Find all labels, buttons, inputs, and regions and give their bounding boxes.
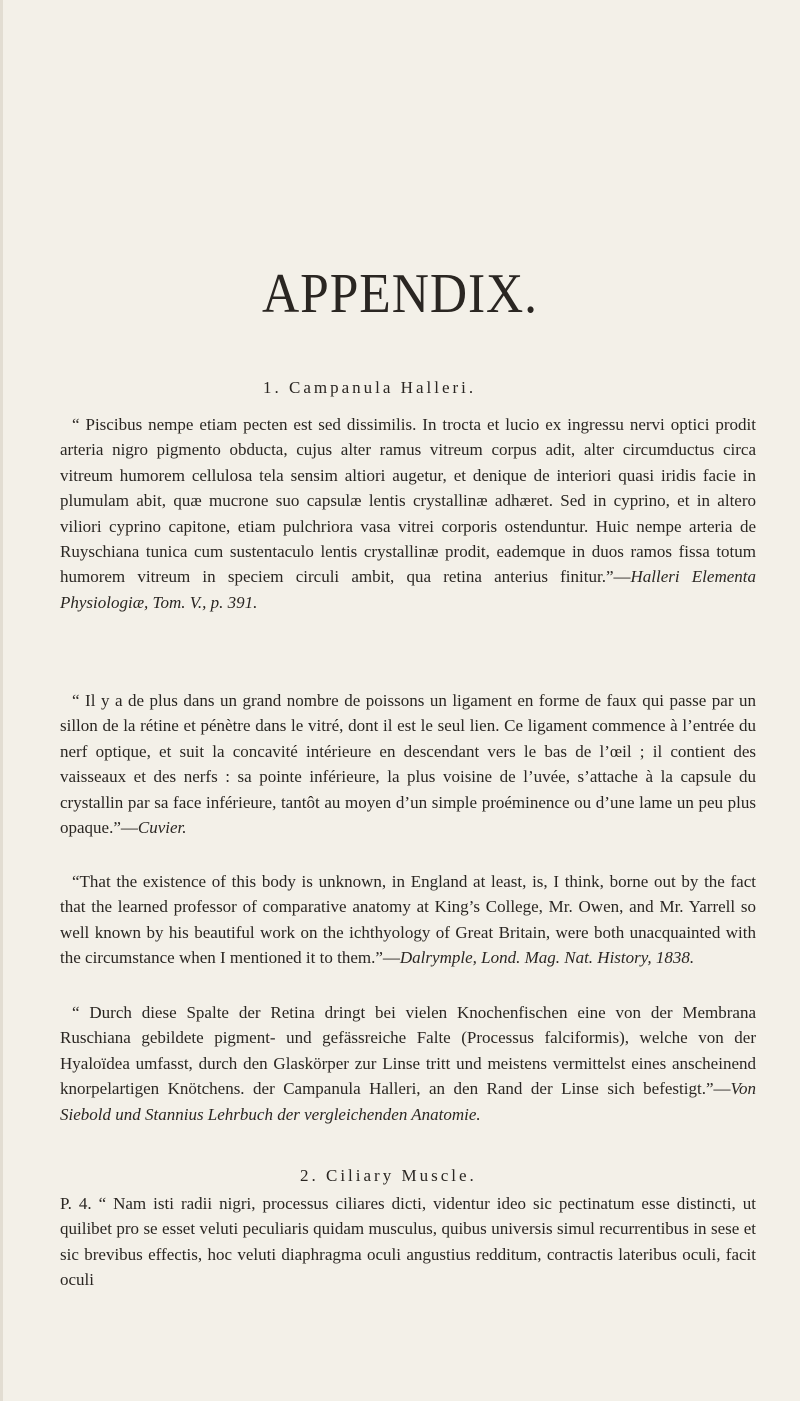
page-edge bbox=[0, 0, 3, 1401]
citation: Von Siebold und Stannius Lehrbuch der vergleichenden Anatomie. bbox=[60, 1079, 756, 1124]
paragraph-text: P. 4. “ Nam isti radii nigri, processus ciliares dicti, videntur ideo sic pectinatum esse distincti, ut quilibet pro se esset veluti peculiaris quidam musculus, quibus universis simul recurrentibus in sese et sic brevibus effectis, hoc veluti diaphragma oculi angustius redditum, contractis lateribus oculi, facit oculi bbox=[60, 1194, 756, 1290]
paragraph-ciliary bbox=[60, 1191, 756, 1293]
paragraph-text: “ Il y a de plus dans un grand nombre de poissons un ligament en forme de faux qui passe par un sillon de la rétine et pénètre dans le vitré, dont il est le seul lien. Ce ligament commence à l’entrée du nerf optique, et suit la concavité intérieure en descendant vers le bas de l’œil ; il contient des vaisseaux et des nerfs : sa pointe inférieure, la plus voisine de l’uvée, s’attache à la capsule du crystallin par sa face inférieure, tantôt au moyen d’un simple proéminence ou d’une lame un peu plus opaque.”— bbox=[60, 691, 756, 838]
citation: Cuvier. bbox=[137, 818, 187, 838]
paragraph-siebold bbox=[60, 1000, 756, 1127]
paragraph-cuvier bbox=[60, 688, 756, 840]
paragraph-dalrymple bbox=[60, 869, 756, 971]
page-title: APPENDIX. bbox=[262, 263, 538, 325]
paragraph-haller bbox=[60, 412, 756, 615]
paragraph-text: “ Durch diese Spalte der Retina dringt bei vielen Knochenfischen eine von der Membrana Ruschiana gebildete pigment- und gefässreiche Falte (Processus falciformis), welche von der Hyaloïdea umfasst, durch den Glaskörper zur Linse tritt und meistens vermittelst eines anscheinend knorpelartigen Knötchens. der Campanula Halleri, an den Rand der Linse sich befestigt.”— bbox=[60, 1003, 756, 1099]
section-heading-ciliary-muscle: 2. Ciliary Muscle. bbox=[300, 1166, 477, 1185]
section-heading-campanula: 1. Campanula Halleri. bbox=[263, 378, 477, 397]
paragraph-text: “ Piscibus nempe etiam pecten est sed dissimilis. In trocta et lucio ex ingressu nervi optici prodit arteria nigro pigmento obducta, cujus alter ramus vitreum corpus adit, alter circumductus circa vitreum humorem cellulosa tela sensim altiori augetur, et denique de interiori quasi iridis facie in plumulam abit, quæ mucrone suo capsulæ lentis crystallinæ adhæret. Sed in cyprino, et in altero viliori cyprino capitone, etiam pulchriora vasa vitrei corporis ostenduntur. Huic nempe arteria de Ruyschiana tunica cum sustentaculo lentis crystallinæ prodit, eademque in duos ramos fissa totum humorem vitreum in speciem circuli ambit, qua retina anterius finitur.”— bbox=[60, 415, 756, 587]
paragraph-text: “That the existence of this body is unknown, in England at least, is, I think, borne out by the fact that the learned professor of comparative anatomy at King’s College, Mr. Owen, and Mr. Yarrell so well known by his beautiful work on the ichthyology of Great Britain, were both unacquainted with the circumstance when I mentioned it to them.”— bbox=[60, 872, 756, 968]
citation: Dalrymple, Lond. Mag. Nat. History, 1838. bbox=[399, 948, 695, 968]
citation: Halleri Elementa Physiologiæ, Tom. V., p. 391. bbox=[60, 567, 756, 612]
